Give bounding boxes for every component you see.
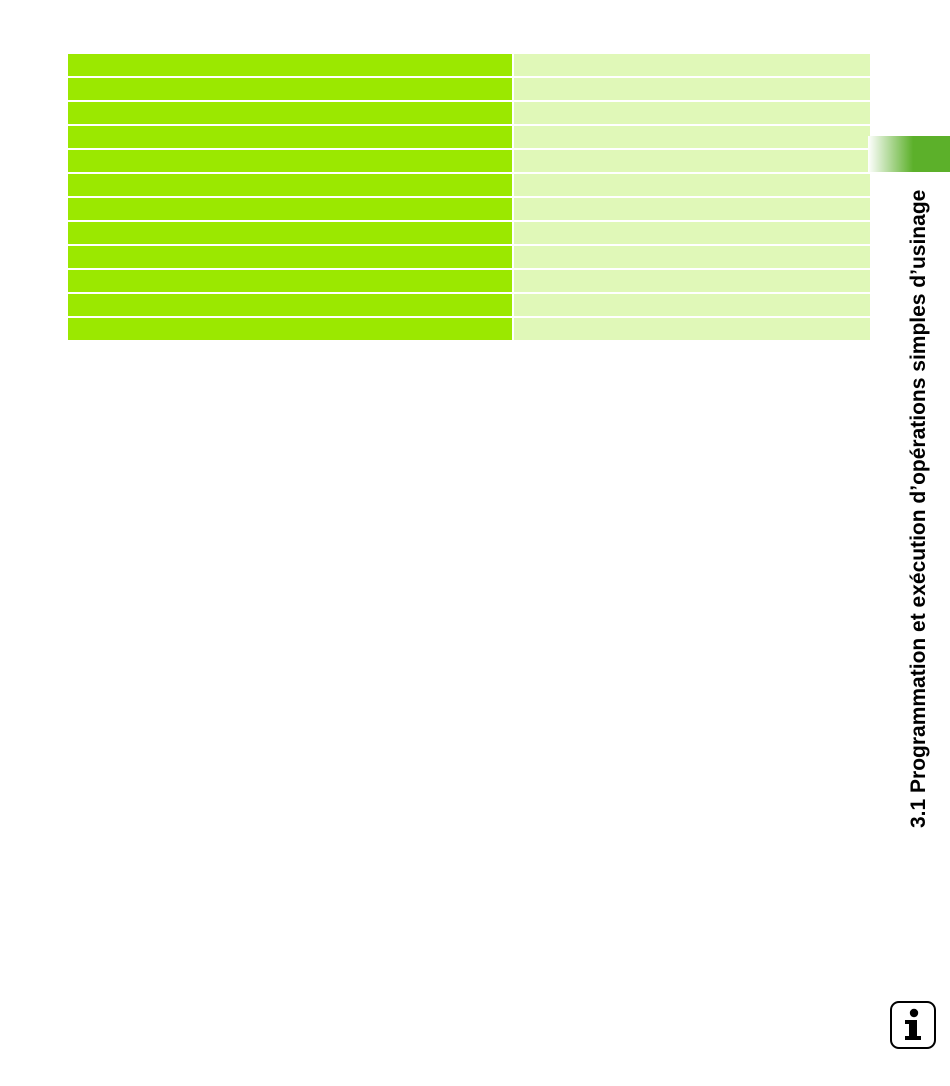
table-cell-left	[68, 246, 512, 268]
table-row	[68, 294, 870, 316]
table-row	[68, 54, 870, 76]
table-cell-right	[514, 150, 870, 172]
table-cell-left	[68, 198, 512, 220]
table-cell-left	[68, 78, 512, 100]
table-cell-right	[514, 198, 870, 220]
table-cell-right	[514, 174, 870, 196]
table	[68, 54, 870, 340]
table-cell-right	[514, 318, 870, 340]
table-cell-left	[68, 222, 512, 244]
table-cell-right	[514, 126, 870, 148]
table-row	[68, 318, 870, 340]
table-cell-left	[68, 102, 512, 124]
table-cell-right	[514, 54, 870, 76]
table-row	[68, 198, 870, 220]
table-row	[68, 78, 870, 100]
chapter-tab	[868, 136, 950, 172]
table-cell-right	[514, 270, 870, 292]
table-cell-right	[514, 222, 870, 244]
table-cell-left	[68, 174, 512, 196]
table-row	[68, 126, 870, 148]
table-cell-right	[514, 102, 870, 124]
table-cell-right	[514, 78, 870, 100]
chapter-title: 3.1 Programmation et exécution d’opérations simples d’usinage	[907, 189, 930, 828]
table-cell-left	[68, 318, 512, 340]
table-row	[68, 150, 870, 172]
table-row	[68, 246, 870, 268]
table-row	[68, 102, 870, 124]
table-cell-left	[68, 270, 512, 292]
table-cell-right	[514, 246, 870, 268]
info-icon	[890, 1001, 936, 1049]
table-row	[68, 174, 870, 196]
table-cell-right	[514, 294, 870, 316]
table-cell-left	[68, 54, 512, 76]
table-cell-left	[68, 294, 512, 316]
table-cell-left	[68, 150, 512, 172]
table-row	[68, 270, 870, 292]
table-row	[68, 222, 870, 244]
info-glyph	[900, 1008, 926, 1042]
table-cell-left	[68, 126, 512, 148]
